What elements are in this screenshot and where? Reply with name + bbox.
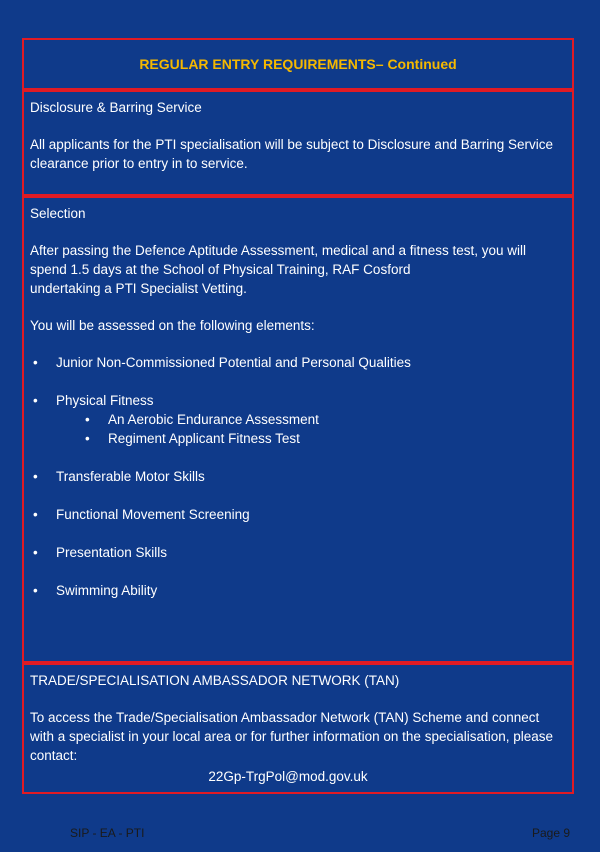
dbs-text: All applicants for the PTI specialisation will be subject to Disclosure and Barring Service clearance prior to entry in to service. xyxy=(30,137,553,171)
assessment-list xyxy=(30,353,566,600)
dbs-heading: Disclosure & Barring Service xyxy=(30,100,202,115)
list-item: • Presentation Skills xyxy=(30,543,566,562)
sub-list-item: • Regiment Applicant Fitness Test xyxy=(56,429,566,448)
contact-email-link[interactable]: 22Gp-TrgPol@mod.gov.uk xyxy=(208,769,368,784)
list-item: • Physical Fitness • An Aerobic Endurance Assessment • Regiment Applicant Fitness Test xyxy=(30,391,566,448)
tan-heading: TRADE/SPECIALISATION AMBASSADOR NETWORK (TAN) xyxy=(30,673,400,688)
tan-text: To access the Trade/Specialisation Ambassador Network (TAN) Scheme and connect with a specialist in your local area or for further information on the specialisation, please contact: xyxy=(30,710,554,763)
selection-text-line-2: spend 1.5 days at the School of Physical Training, RAF Cosford xyxy=(30,262,411,277)
selection-text-line-1: After passing the Defence Aptitude Assessment, medical and a fitness test, you will xyxy=(30,243,527,258)
fitness-sublist xyxy=(56,410,566,448)
selection-section xyxy=(22,196,574,663)
footer-doc-id: SIP - EA - PTI xyxy=(70,826,145,840)
selection-text xyxy=(30,241,566,298)
selection-text-line-3: undertaking a PTI Specialist Vetting. xyxy=(30,281,247,296)
list-item: • Junior Non-Commissioned Potential and Personal Qualities xyxy=(30,353,566,372)
sub-list-item: • An Aerobic Endurance Assessment xyxy=(56,410,566,429)
page-title: REGULAR ENTRY REQUIREMENTS– Continued xyxy=(139,56,457,72)
dbs-section xyxy=(22,90,574,196)
selection-heading: Selection xyxy=(30,206,86,221)
list-item: • Functional Movement Screening xyxy=(30,505,566,524)
header-box xyxy=(22,38,574,90)
list-item: • Transferable Motor Skills xyxy=(30,467,566,486)
tan-section xyxy=(22,663,574,794)
assessed-intro: You will be assessed on the following elements: xyxy=(30,318,315,333)
footer-page-number: Page 9 xyxy=(532,826,571,840)
list-item: • Swimming Ability xyxy=(30,581,566,600)
